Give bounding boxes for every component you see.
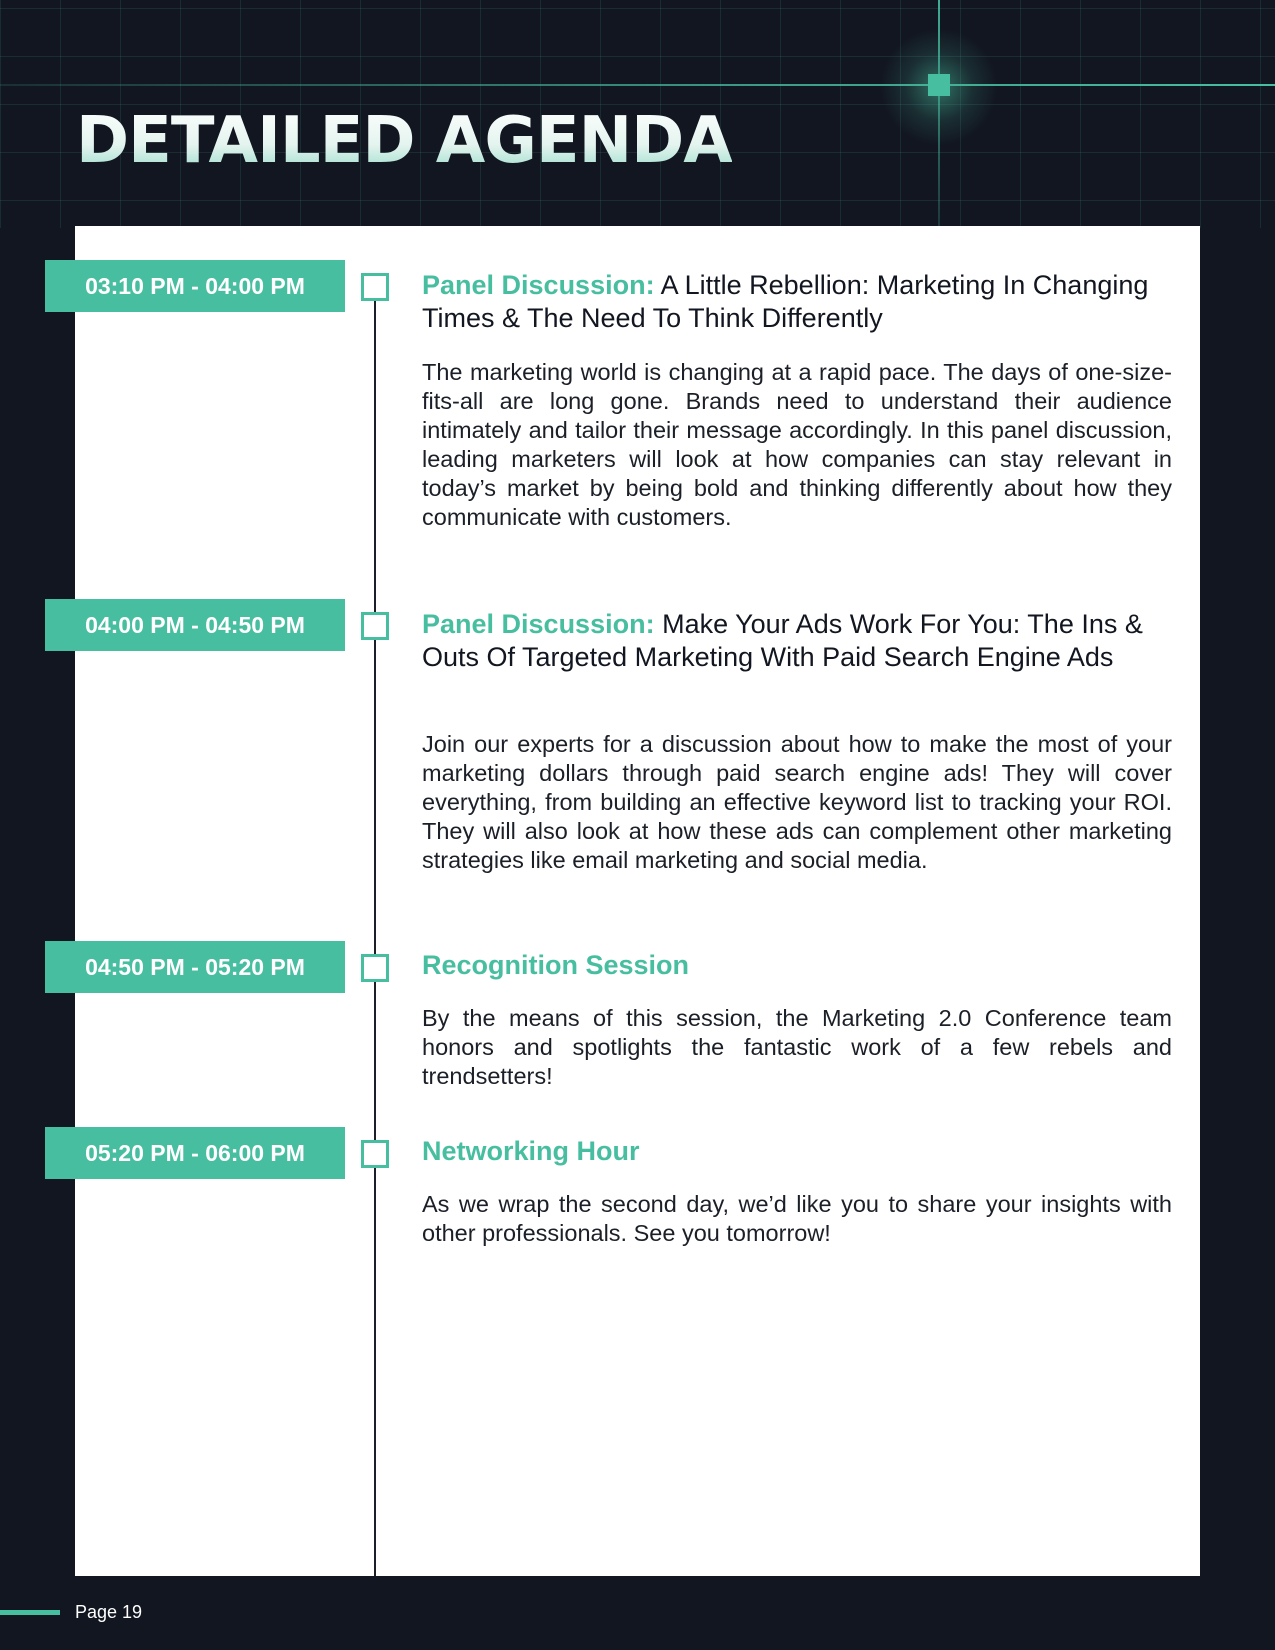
session-name: Make Your Ads Work For You: The Ins & Outs Of Targeted Marketing With Paid Search Engine Ads	[422, 609, 1143, 672]
footer-accent-bar	[0, 1610, 60, 1615]
time-badge: 05:20 PM - 06:00 PM	[45, 1127, 345, 1179]
session-type: Recognition Session	[422, 950, 690, 980]
header-banner	[0, 0, 1275, 228]
vertical-accent-line	[938, 0, 940, 228]
session-title	[422, 608, 1172, 674]
session-title	[422, 269, 1172, 335]
timeline-marker-icon	[361, 1140, 389, 1168]
session-description: As we wrap the second day, we’d like you to share your insights with other professionals. See you tomorrow!	[422, 1191, 1172, 1246]
session-title	[422, 949, 1172, 982]
time-badge: 04:50 PM - 05:20 PM	[45, 941, 345, 993]
session-type: Networking Hour	[422, 1136, 640, 1166]
session-description: By the means of this session, the Marketing 2.0 Conference team honors and spotlights the fantastic work of a few rebels and trendsetters!	[422, 1005, 1172, 1089]
page-number: Page 19	[75, 1602, 143, 1622]
session-type: Panel Discussion:	[422, 270, 655, 300]
timeline-marker-icon	[361, 273, 389, 301]
time-badge: 04:00 PM - 04:50 PM	[45, 599, 345, 651]
session-type: Panel Discussion:	[422, 609, 655, 639]
session-name: A Little Rebellion: Marketing In Changing Times & The Need To Think Differently	[422, 270, 1149, 333]
session-description: The marketing world is changing at a rapid pace. The days of one-size-fits-all are long gone. Brands need to understand their audience intimately and tailor their message accordingly. In this panel discussion, leading marketers will look at how companies can stay relevant in today’s market by being bold and thinking differently about how they communicate with customers.	[422, 359, 1172, 530]
session-description: Join our experts for a discussion about how to make the most of your marketing dollars through paid search engine ads! They will cover everything, from building an effective keyword list to tracking your ROI. They will also look at how these ads can complement other marketing strategies like email marketing and social media.	[422, 731, 1172, 873]
timeline-line	[374, 278, 376, 1576]
session-title	[422, 1135, 1172, 1168]
time-badge: 03:10 PM - 04:00 PM	[45, 260, 345, 312]
accent-node-square	[928, 74, 950, 96]
page-title: DETAILED AGENDA	[76, 104, 732, 178]
timeline-marker-icon	[361, 954, 389, 982]
horizontal-accent-line	[0, 84, 1275, 86]
timeline-marker-icon	[361, 612, 389, 640]
